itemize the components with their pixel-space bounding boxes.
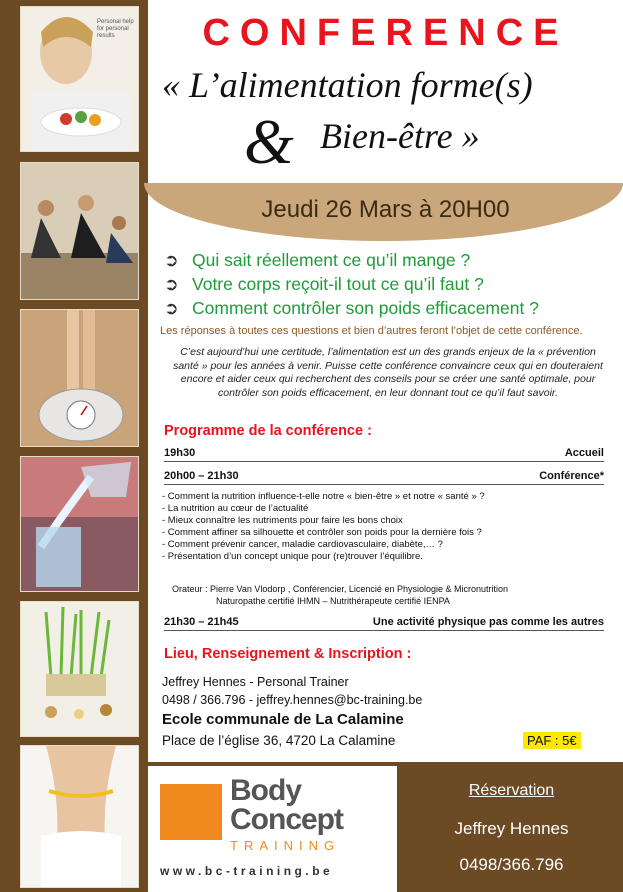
row-time: 20h00 – 21h30: [164, 470, 239, 482]
contact-phone-email: 0498 / 366.796 - jeffrey.hennes@bc-training.be: [162, 693, 423, 707]
reservation-name: Jeffrey Hennes: [454, 819, 569, 838]
reservation-phone: 0498/366.796: [459, 855, 564, 874]
intro-text: Les réponses à toutes ces questions et bien d’autres feront l’objet de cette conférence.: [160, 325, 583, 337]
row-time: 19h30: [164, 447, 196, 459]
programme-row: [164, 616, 604, 631]
question-text: Qui sait réellement ce qu’il mange ?: [192, 250, 471, 270]
arrow-bullet-icon: ➲: [164, 250, 179, 270]
body-concept-logo: [148, 766, 397, 892]
photo-waist-measure: [20, 745, 139, 888]
lieu-heading: Lieu, Renseignement & Inscription :: [164, 646, 412, 662]
reservation-heading: Réservation: [468, 782, 555, 799]
question-list: [164, 250, 539, 322]
programme-heading: Programme de la conférence :: [164, 423, 372, 439]
programme-item: - Comment la nutrition influence-t-elle notre « bien-être » et notre « santé » ?: [162, 491, 485, 502]
price-badge: PAF : 5€: [523, 732, 581, 749]
question-text: Comment contrôler son poids efficacement ?: [192, 298, 539, 318]
logo-text-concept: Concept: [230, 803, 343, 836]
programme-item: - Présentation d’un concept unique pour (re)trouver l’équilibre.: [162, 551, 423, 562]
row-label: Accueil: [564, 447, 604, 459]
logo-text-training: TRAINING: [230, 838, 341, 853]
photo-wheatgrass: [20, 601, 139, 737]
row-label: Une activité physique pas comme les autres: [372, 616, 604, 628]
programme-row: [164, 447, 604, 462]
programme-item: - Comment prévenir cancer, maladie cardiovasculaire, diabète,… ?: [162, 539, 443, 550]
question-item: [164, 274, 539, 298]
photo-yoga-class: [20, 162, 139, 300]
programme-items: [162, 491, 485, 563]
conference-subtitle-line1: « L’alimentation forme(s): [162, 65, 533, 105]
speaker-line2: Naturopathe certifié IHMN – Nutrithérapeute certifié IENPA: [216, 596, 450, 606]
programme-item: - La nutrition au cœur de l’actualité: [162, 503, 309, 514]
conference-title: CONFERENCE: [202, 12, 569, 54]
description-paragraph: C’est aujourd’hui une certitude, l’alimentation est un des grands enjeux de la « prévention santé » pour les années à venir. Puisse cette conférence convaincre ceux qui en douteraient encore et aider ceux qui recherchent des conseils pour se créer une santé optimale, pour contrôler son poids efficacement, en leur donnant tout ce qu’il faut savoir.: [173, 346, 603, 399]
question-item: [164, 298, 539, 322]
row-time: 21h30 – 21h45: [164, 616, 239, 628]
logo-url: www.bc-training.be: [160, 864, 334, 878]
reservation-panel: [400, 762, 623, 892]
venue-address: Place de l’église 36, 4720 La Calamine: [162, 733, 396, 748]
poster-main-panel: [148, 0, 623, 762]
arrow-bullet-icon: ➲: [164, 298, 179, 318]
question-text: Votre corps reçoit-il tout ce qu’il faut ?: [192, 274, 484, 294]
photo-bathroom-scale: [20, 309, 139, 447]
photo-woman-eating-salad: [20, 6, 139, 152]
logo-square-icon: [160, 784, 222, 840]
question-item: [164, 250, 539, 274]
photo-caption: Personal help for personal results: [97, 19, 134, 39]
speaker-line1: Orateur : Pierre Van Vlodorp , Conférencier, Licencié en Physiologie & Micronutrition: [172, 584, 509, 594]
programme-row: [164, 470, 604, 485]
programme-item: - Comment affiner sa silhouette et contrôler son poids pour la dernière fois ?: [162, 527, 482, 538]
left-photo-sidebar: [0, 0, 148, 892]
contact-name: Jeffrey Hennes - Personal Trainer: [162, 675, 349, 689]
row-label: Conférence*: [539, 470, 604, 482]
photo-water-glass: [20, 456, 139, 592]
logo-text-body: Body: [230, 774, 301, 807]
venue-name: Ecole communale de La Calamine: [162, 711, 404, 728]
conference-subtitle-line2: Bien-être »: [320, 116, 480, 156]
programme-item: - Mieux connaître les nutriments pour faire les bons choix: [162, 515, 403, 526]
arrow-bullet-icon: ➲: [164, 274, 179, 294]
speaker-info: [172, 583, 508, 607]
ampersand: &: [244, 106, 294, 177]
event-date: Jeudi 26 Mars à 20H00: [261, 196, 510, 223]
